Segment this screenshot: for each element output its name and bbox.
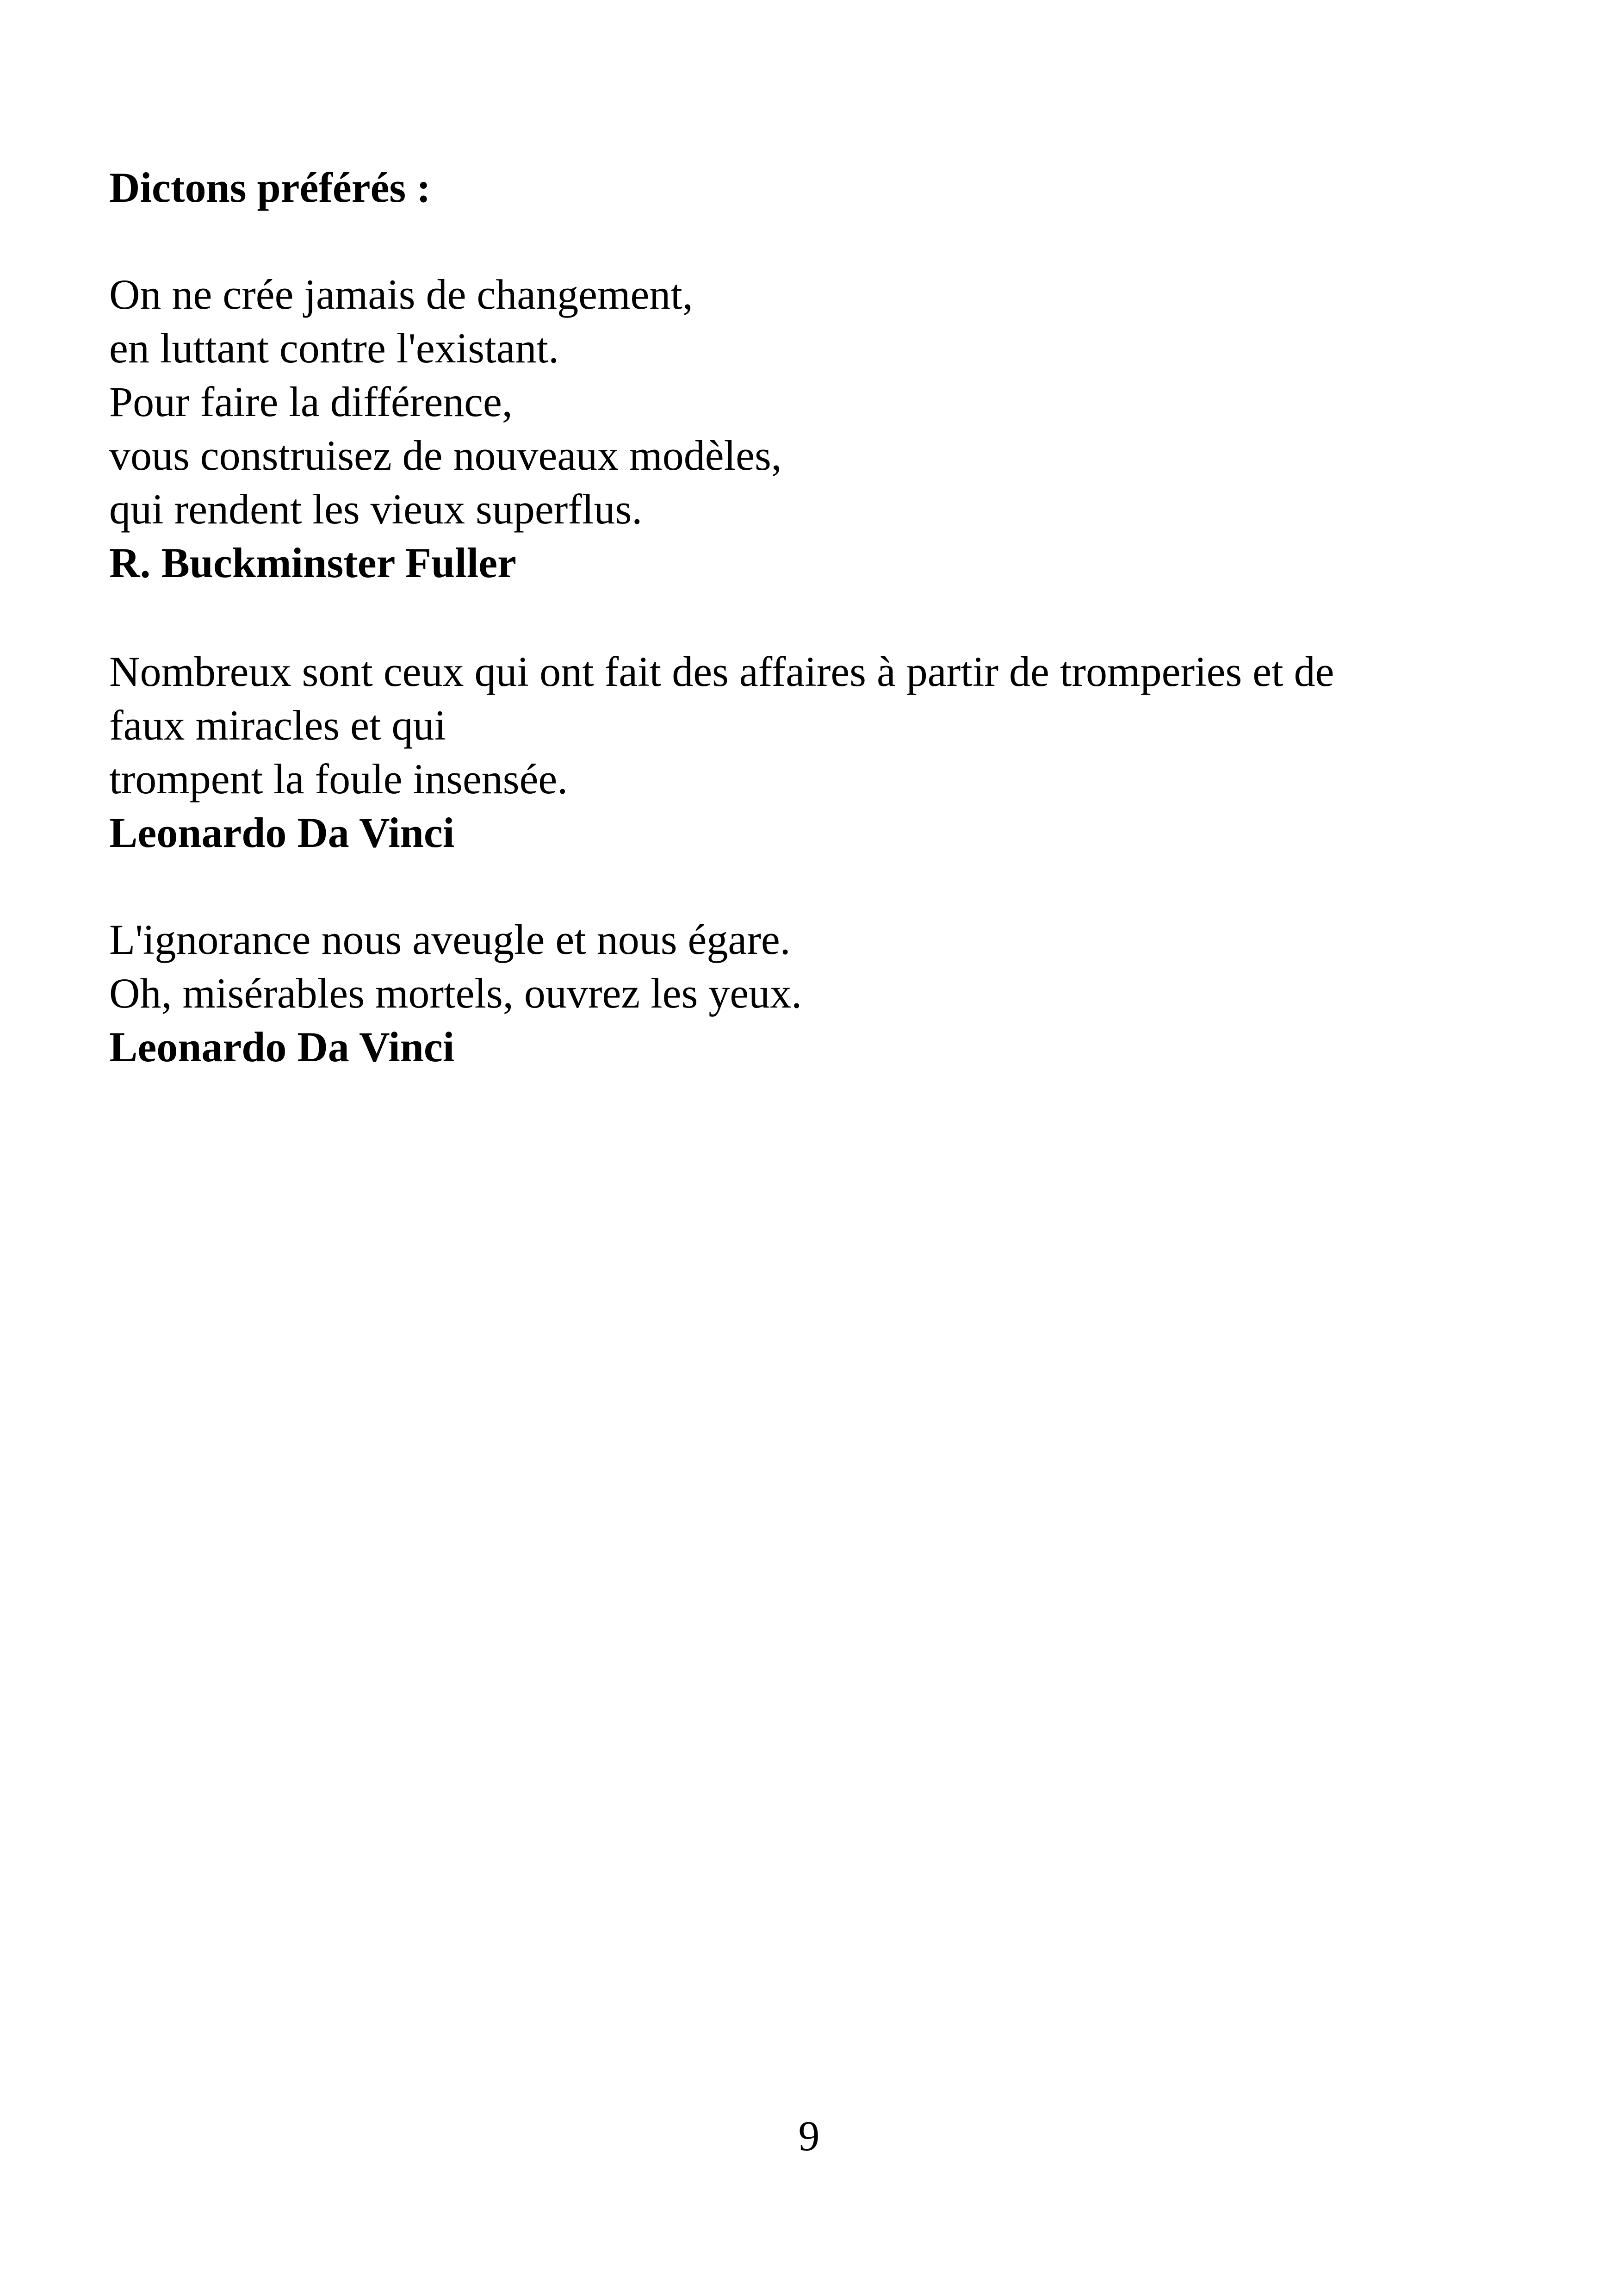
quote-line: On ne crée jamais de changement, bbox=[109, 271, 693, 318]
quote-block-2 bbox=[109, 645, 1334, 859]
quote-author: Leonardo Da Vinci bbox=[109, 1023, 455, 1070]
quote-line: vous construisez de nouveaux modèles, bbox=[109, 432, 782, 479]
quote-line: Pour faire la différence, bbox=[109, 378, 513, 425]
section-heading: Dictons préférés : bbox=[109, 164, 431, 211]
quote-line: qui rendent les vieux superflus. bbox=[109, 485, 643, 533]
quote-line: L'ignorance nous aveugle et nous égare. bbox=[109, 916, 791, 963]
quote-line: Nombreux sont ceux qui ont fait des affaires à partir de tromperies et de bbox=[109, 648, 1334, 695]
quote-block-3 bbox=[109, 913, 802, 1074]
quote-line: Oh, misérables mortels, ouvrez les yeux. bbox=[109, 970, 802, 1017]
page-number: 9 bbox=[798, 2112, 820, 2159]
quote-line: en luttant contre l'existant. bbox=[109, 324, 559, 372]
quote-block-1 bbox=[109, 268, 782, 590]
quote-line: trompent la foule insensée. bbox=[109, 755, 568, 803]
quote-author: R. Buckminster Fuller bbox=[109, 539, 516, 586]
quote-line: faux miracles et qui bbox=[109, 702, 446, 749]
quote-author: Leonardo Da Vinci bbox=[109, 809, 455, 856]
